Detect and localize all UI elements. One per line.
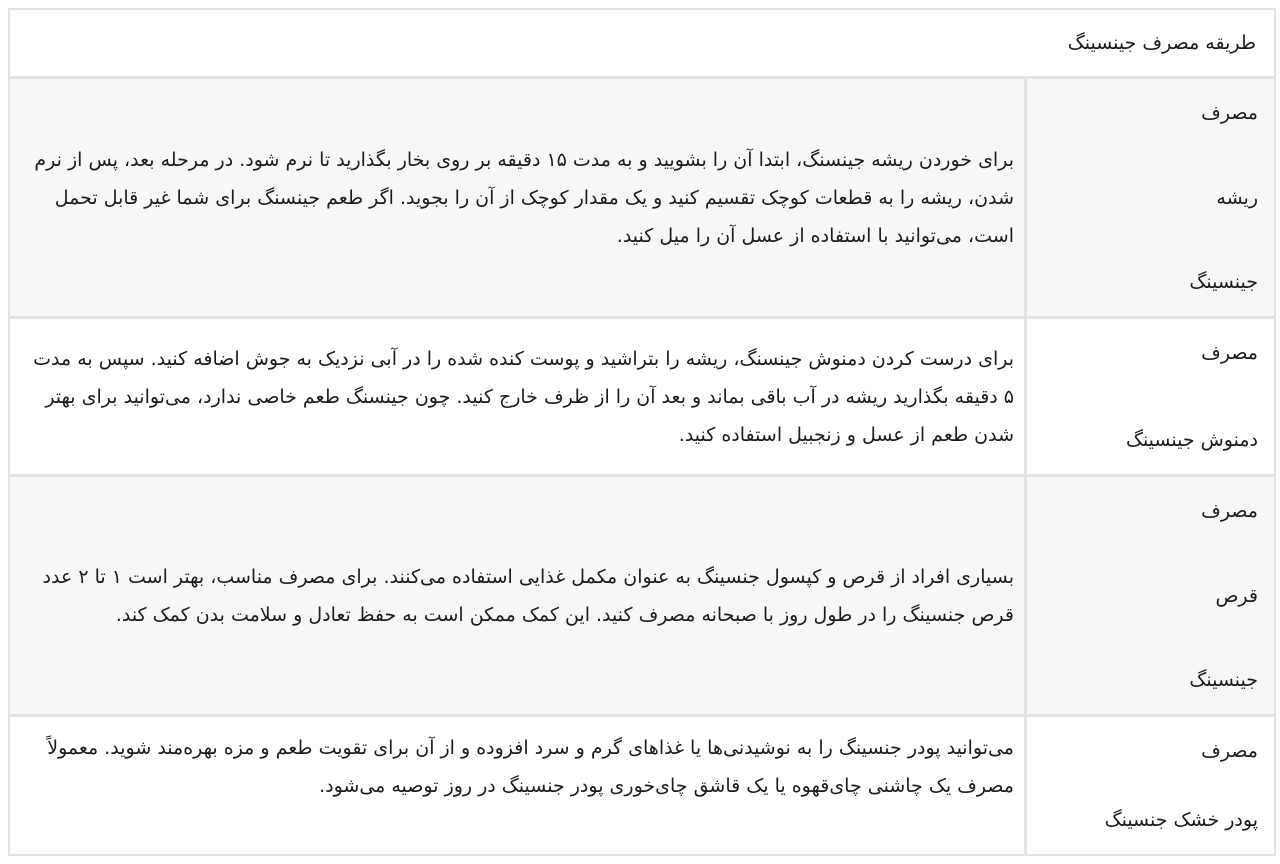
table-row [10,477,1274,717]
row-label-line: مصرف [1201,740,1258,762]
row-description: بسیاری افراد از قرص و کپسول جنسینگ به عنوان مکمل غذایی استفاده می‌کنند. برای مصرف مناسب، بهتر است ۱ تا ۲ عدد قرص جنسینگ را در طول روز با صبحانه مصرف کنید. این کمک ممکن است به حفظ تعادل و سلامت بدن کمک کند. [42,565,1014,626]
row-label-line: جینسینگ [1189,271,1258,293]
row-label-cell [1024,319,1274,474]
row-label-line: مصرف [1201,102,1258,124]
row-description: برای خوردن ریشه جینسنگ، ابتدا آن را بشویید و به مدت ۱۵ دقیقه بر روی بخار بگذارید تا نرم شود. در مرحله بعد، پس از نرم شدن، ریشه را به قطعات کوچک تقسیم کنید و یک مقدار کوچک از آن را بجوید. اگر طعم جینسنگ برای شما غیر قابل تحمل است، می‌توانید با استفاده از عسل آن را میل کنید. [34,148,1014,247]
row-label-cell [1024,477,1274,714]
table-title: طریقه مصرف جینسینگ [10,10,1274,79]
row-label-line: مصرف [1201,500,1258,522]
ginseng-usage-table [8,8,1276,856]
table-row [10,717,1274,854]
row-label-line: جینسینگ [1189,669,1258,691]
table-row [10,319,1274,477]
row-label-line: پودر خشک جنسینگ [1104,809,1258,831]
row-description: برای درست کردن دمنوش جینسنگ، ریشه را بتراشید و پوست کنده شده را در آبی نزدیک به جوش اضافه کنید. سپس به مدت ۵ دقیقه بگذارید ریشه در آب باقی بماند و بعد آن را از ظرف خارج کنید. چون جینسنگ طعم خاصی ندارد، می‌توانید برای بهتر شدن طعم از عسل و زنجبیل استفاده کنید. [33,347,1014,446]
row-label-line: دمنوش جینسینگ [1125,429,1258,451]
row-label-cell [1024,79,1274,316]
row-description: می‌توانید پودر جنسینگ را به نوشیدنی‌ها یا غذاهای گرم و سرد افزوده و از آن برای تقویت طعم و مزه بهره‌مند شوید. معمولاً مصرف یک چاشنی چای‌قهوه یا یک قاشق چای‌خوری پودر جنسینگ در روز توصیه می‌شود. [47,737,1014,797]
table-row [10,79,1274,319]
row-label-line: قرص [1215,584,1258,607]
row-label-line: مصرف [1201,342,1258,364]
row-label-cell [1024,717,1274,854]
row-label-line: ریشه [1216,186,1258,209]
